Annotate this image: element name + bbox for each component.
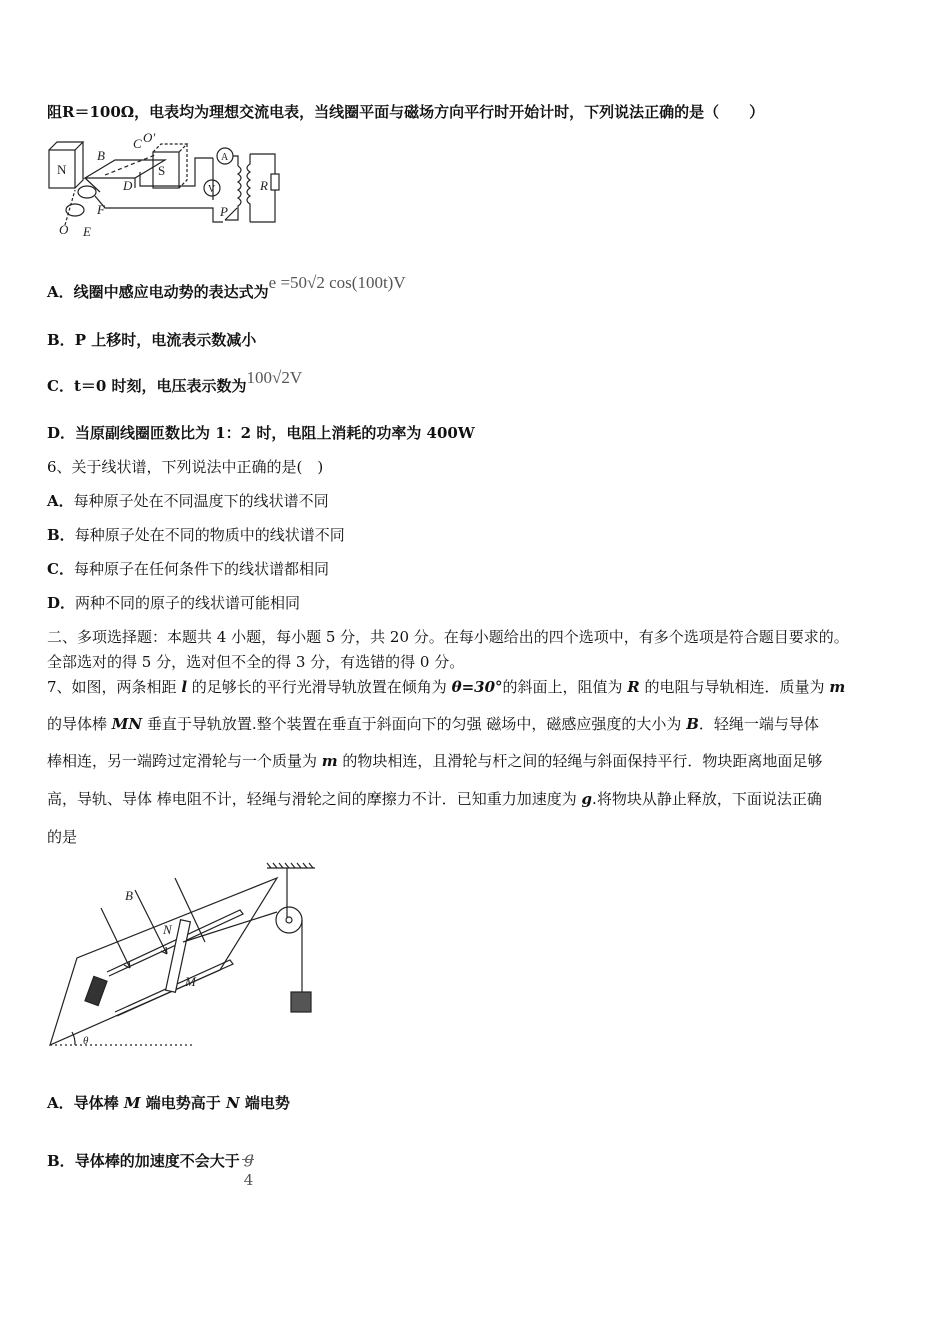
fig-label-e: E — [83, 224, 91, 239]
fig-label-p: P — [220, 204, 228, 219]
q7-stem-line3: 棒相连，另一端跨过定滑轮与一个质量为 m 的物块相连，且滑轮与杆之间的轻绳与斜面保持平行．物块距离地面足够 — [47, 752, 823, 770]
q7-stem-line5: 的是 — [47, 828, 78, 846]
q5-option-d: D．当原副线圈匝数比为 1：2 时，电阻上消耗的功率为 400W — [47, 424, 475, 442]
q7-inclined-rails-figure — [45, 860, 325, 1055]
fraction-g-over-4: g 4 — [243, 1148, 254, 1189]
fig-label-s: S — [158, 163, 166, 178]
emf-expression: e =50√2 cos(100t)V — [268, 273, 406, 292]
q6-option-b: B．每种原子处在不同的物质中的线状谱不同 — [47, 526, 345, 544]
q5-option-c: C．t＝0 时刻，电压表示数为100√2V — [47, 368, 303, 395]
section2-instruction-line1: 二、多项选择题：本题共 4 小题，每小题 5 分，共 20 分。在每小题给出的四个选项中，有多个选项是符合题目要求的。 — [47, 628, 849, 646]
fig-label-b: B — [97, 148, 105, 163]
q5-stem: 阻R＝100Ω，电表均为理想交流电表，当线圈平面与磁场方向平行时开始计时，下列说法正确的是（ ） — [47, 103, 765, 121]
q7-option-b: B．导体棒的加速度不会大于 g 4 — [47, 1138, 258, 1181]
fig-label-c: C — [133, 136, 142, 151]
q7-stem-line4: 高，导轨、导体 棒电阻不计，轻绳与滑轮之间的摩擦力不计．已知重力加速度为 g.将物块从静止释放，下面说法正确 — [47, 790, 822, 808]
q6-stem: 6、关于线状谱，下列说法中正确的是( ) — [47, 458, 324, 476]
fig-label-r: R — [260, 178, 268, 193]
voltage-value: 100√2V — [246, 368, 303, 387]
q5-option-a: A．线圈中感应电动势的表达式为e =50√2 cos(100t)V — [47, 273, 406, 301]
q7-stem-line1: 7、如图，两条相距 l 的足够长的平行光滑导轨放置在倾角为 θ=30°的斜面上，阻值为 R 的电阻与导轨相连．质量为 m — [47, 678, 846, 696]
fig-label-a: A — [221, 152, 229, 163]
section2-instruction-line2: 全部选对的得 5 分，选对但不全的得 3 分，有选错的得 0 分。 — [47, 653, 465, 671]
fig-label-v: V — [208, 184, 216, 195]
q6-option-d: D．两种不同的原子的线状谱可能相同 — [47, 594, 301, 612]
fig-label-n: N — [57, 162, 67, 177]
fig-label-m: M — [185, 974, 196, 989]
q7-stem-line2: 的导体棒 MN 垂直于导轨放置.整个装置在垂直于斜面向下的匀强 磁场中，磁感应强度的大小为 B．轻绳一端与导体 — [47, 715, 819, 733]
fig-label-f: F — [97, 202, 105, 217]
q6-option-c: C．每种原子在任何条件下的线状谱都相同 — [47, 560, 329, 578]
q5-option-b: B．P 上移时，电流表示数减小 — [47, 331, 257, 349]
fig-label-d: D — [123, 178, 133, 193]
q7-option-a: A．导体棒 M 端电势高于 N 端电势 — [47, 1094, 290, 1112]
fig-label-o-prime: O' — [143, 130, 156, 145]
fig-label-o: O — [59, 222, 69, 237]
fig-label-theta: θ — [83, 1035, 89, 1047]
q5-generator-circuit-figure — [45, 130, 290, 240]
q6-option-a: A．每种原子处在不同温度下的线状谱不同 — [47, 492, 329, 510]
fig-label-b: B — [125, 888, 133, 903]
fig-label-n: N — [163, 922, 172, 937]
